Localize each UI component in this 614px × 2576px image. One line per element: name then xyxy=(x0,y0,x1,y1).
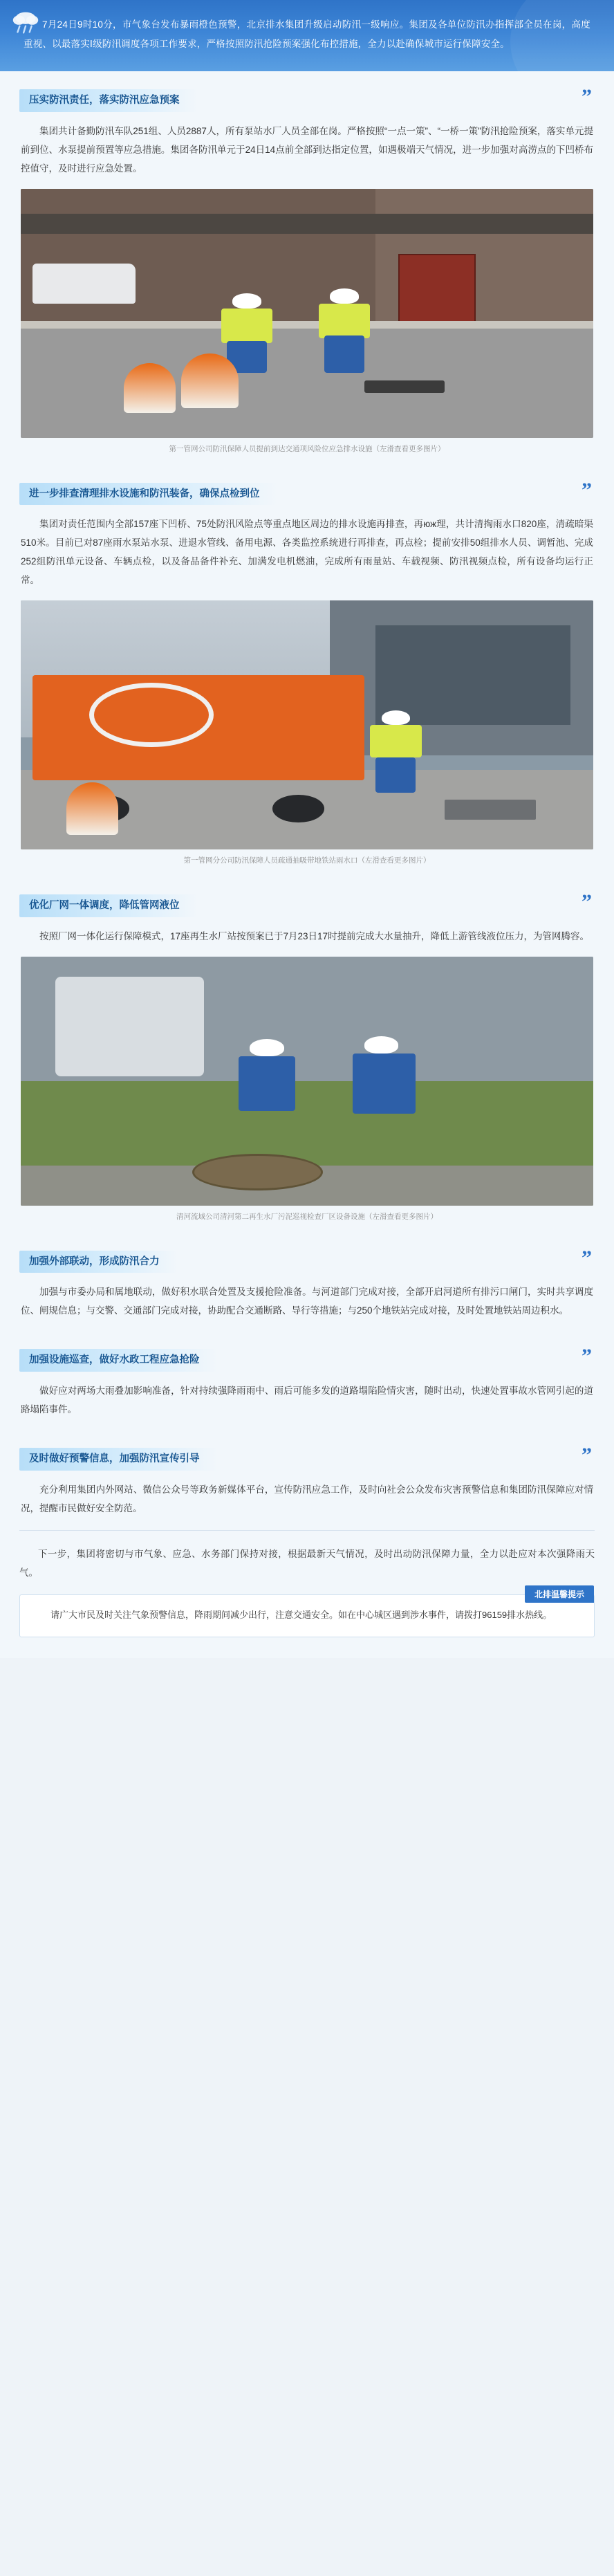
notice-box xyxy=(19,1589,595,1637)
photo-worker2-helmet xyxy=(330,288,358,304)
photo-curb xyxy=(21,321,593,329)
photo-hose-reel xyxy=(89,683,214,747)
quote-icon: ” xyxy=(582,478,590,502)
section-4-title: 加强外部联动，形成防汛合力 xyxy=(19,1251,178,1273)
photo-worker-vest xyxy=(221,309,273,343)
photo-worker-helmet xyxy=(232,293,261,309)
section-6-title-wrap xyxy=(19,1443,595,1471)
quote-icon: ” xyxy=(582,85,590,109)
photo-glass-facade xyxy=(375,625,570,725)
quote-icon: ” xyxy=(582,1345,590,1368)
section-4-title-wrap xyxy=(19,1246,595,1273)
photo-traffic-cone-2 xyxy=(124,363,176,413)
section-5-title-wrap xyxy=(19,1345,595,1372)
section-1 xyxy=(14,71,600,457)
section-2 xyxy=(14,465,600,870)
section-divider xyxy=(19,1530,595,1531)
photo-traffic-cone xyxy=(66,782,118,835)
section-1-body: 集团共计备勤防汛车队251组、人员2887人，所有泵站水厂人员全部在岗。严格按照“一点一策”、“一桥一策”防汛抢险预案，落实单元提前到位、水泵提前预置等应急措施。集团各防汛单元于24日14点前全部到达指定位置，如遇极端天气情况，进一步加强对高涝点的下凹桥布控值守，及时进行应急处置。 xyxy=(21,125,593,174)
section-3-title-wrap xyxy=(19,890,595,917)
photo-road xyxy=(21,329,593,438)
photo-worker-vest xyxy=(370,725,422,757)
notice-tag: 北排温馨提示 xyxy=(525,1585,594,1603)
photo-open-manhole xyxy=(364,380,445,393)
photo-worker-suit-1 xyxy=(239,1056,296,1111)
section-1-title-wrap xyxy=(19,85,595,112)
section-2-figure xyxy=(21,600,593,870)
photo-worker-helmet-1 xyxy=(250,1039,284,1056)
section-5-body: 做好应对两场大雨叠加影响准备，针对持续强降雨雨中、雨后可能多发的道路塌陷险情灾害，随时出动，快速处置事故水管网引起的道路塌陷事件。 xyxy=(21,1385,593,1415)
photo-worker2-trousers xyxy=(324,335,364,373)
section-5-title: 加强设施巡查，做好水政工程应急抢险 xyxy=(19,1349,218,1372)
photo-worker-suit-2 xyxy=(353,1054,416,1113)
section-6-title: 及时做好预警信息，加强防汛宣传引导 xyxy=(19,1448,218,1471)
photo-worker-trousers xyxy=(375,757,416,792)
section-3 xyxy=(14,876,600,1225)
photo-traffic-cone-1 xyxy=(181,353,239,408)
section-1-caption: 第一管网公司防汛保障人员提前到达交通项风险位应急排水设施（左滑查看更多图片） xyxy=(169,444,445,453)
photo-hutong-street-manhole xyxy=(21,189,593,438)
section-3-title: 优化厂网一体调度，降低管网液位 xyxy=(19,894,198,917)
photo-truck-wheel-right xyxy=(272,795,324,822)
photo-worker-helmet xyxy=(382,710,410,726)
section-3-body: 按照厂网一体化运行保障模式，17座再生水厂站按预案已于7月23日17时提前完成大水量抽升，降低上游管线液位压力，为管网腾容。 xyxy=(39,930,590,941)
quote-icon: ” xyxy=(582,1246,590,1269)
photo-parked-car xyxy=(32,264,136,304)
section-4-body: 加强与市委办局和属地联动，做好积水联合处置及支援抢险准备。与河道部门完成对接，全部开启河道所有排污口闸门，实时共享调度位、闸规信息；与交警、交通部门完成对接，协助配合交通断路、导行等措施；与250个地铁站完成对接，及时处置地铁站周边积水。 xyxy=(21,1287,593,1316)
section-2-title-wrap xyxy=(19,478,595,506)
section-6-body: 充分利用集团内外网站、微信公众号等政务新媒体平台，宣传防汛应急工作，及时向社会公众发布灾害预警信息和集团防汛保障应对情况，提醒市民做好安全防范。 xyxy=(21,1484,593,1514)
section-1-figure xyxy=(21,189,593,458)
section-5 xyxy=(14,1331,600,1419)
final-paragraph: 下一步，集团将密切与市气象、应急、水务部门保持对接，根据最新天气情况，及时出动防汛保障力量，全力以赴应对本次强降雨天气。 xyxy=(19,1548,595,1578)
section-4 xyxy=(14,1233,600,1321)
quote-icon: ” xyxy=(582,1443,590,1466)
photo-treatment-tank xyxy=(55,977,204,1076)
section-6 xyxy=(14,1430,600,1518)
photo-worker-helmet-2 xyxy=(364,1036,399,1054)
photo-manhole-cover xyxy=(192,1154,322,1190)
section-2-caption: 第一管网分公司防汛保障人员疏通抽吸带地铁站雨水口（左滑查看更多图片） xyxy=(183,856,431,865)
article-header xyxy=(0,0,614,71)
quote-icon: ” xyxy=(582,890,590,914)
photo-roof xyxy=(21,214,593,234)
photo-worker2-vest xyxy=(319,304,371,338)
section-1-title: 压实防汛责任，落实防汛应急预案 xyxy=(19,89,198,112)
section-2-title: 进一步排查清理排水设施和防汛装备，确保点检到位 xyxy=(19,483,278,506)
notice-text: 请广大市民及时关注气象预警信息，降雨期间减少出行，注意交通安全。如在中心城区遇到涉水事件，请拨打96159排水热线。 xyxy=(50,1609,552,1620)
photo-sewer-truck xyxy=(21,600,593,849)
section-3-figure xyxy=(21,957,593,1226)
header-paragraph: 7月24日9时10分，市气象台发布暴雨橙色预警，北京排水集团升级启动防汛一级响应。集团及各单位防汛办指挥部全员在岗，高度重视、以最落实Ⅰ级防汛调度各项工作要求，严格按照防汛抢险预案强化布控措施，全力以赴确保城市运行保障安全。 xyxy=(24,19,590,49)
photo-drain-grate xyxy=(445,800,536,820)
section-2-body: 集团对责任范围内全部157座下凹桥、75处防汛风险点等重点地区周边的排水设施再排查，再юж理，共计清掏雨水口820座，清疏暗渠510米。目前已对87座雨水泵站水泵、进退水管线、备用电源、各类监控系统进行再排查，再点检；提前安排50组排水人员、调暂池、完成252组防汛单元设备、车辆点检，以及备品备件补充、加满发电机燃油，完成所有雨量站、车载视频、防汛视频点检，所有设备均运行正常。 xyxy=(21,519,593,586)
photo-lawn-manhole xyxy=(21,957,593,1206)
section-3-caption: 清河流域公司清河第二再生水厂污泥巡视检查厂区设备设施（左滑查看更多图片） xyxy=(176,1212,438,1221)
